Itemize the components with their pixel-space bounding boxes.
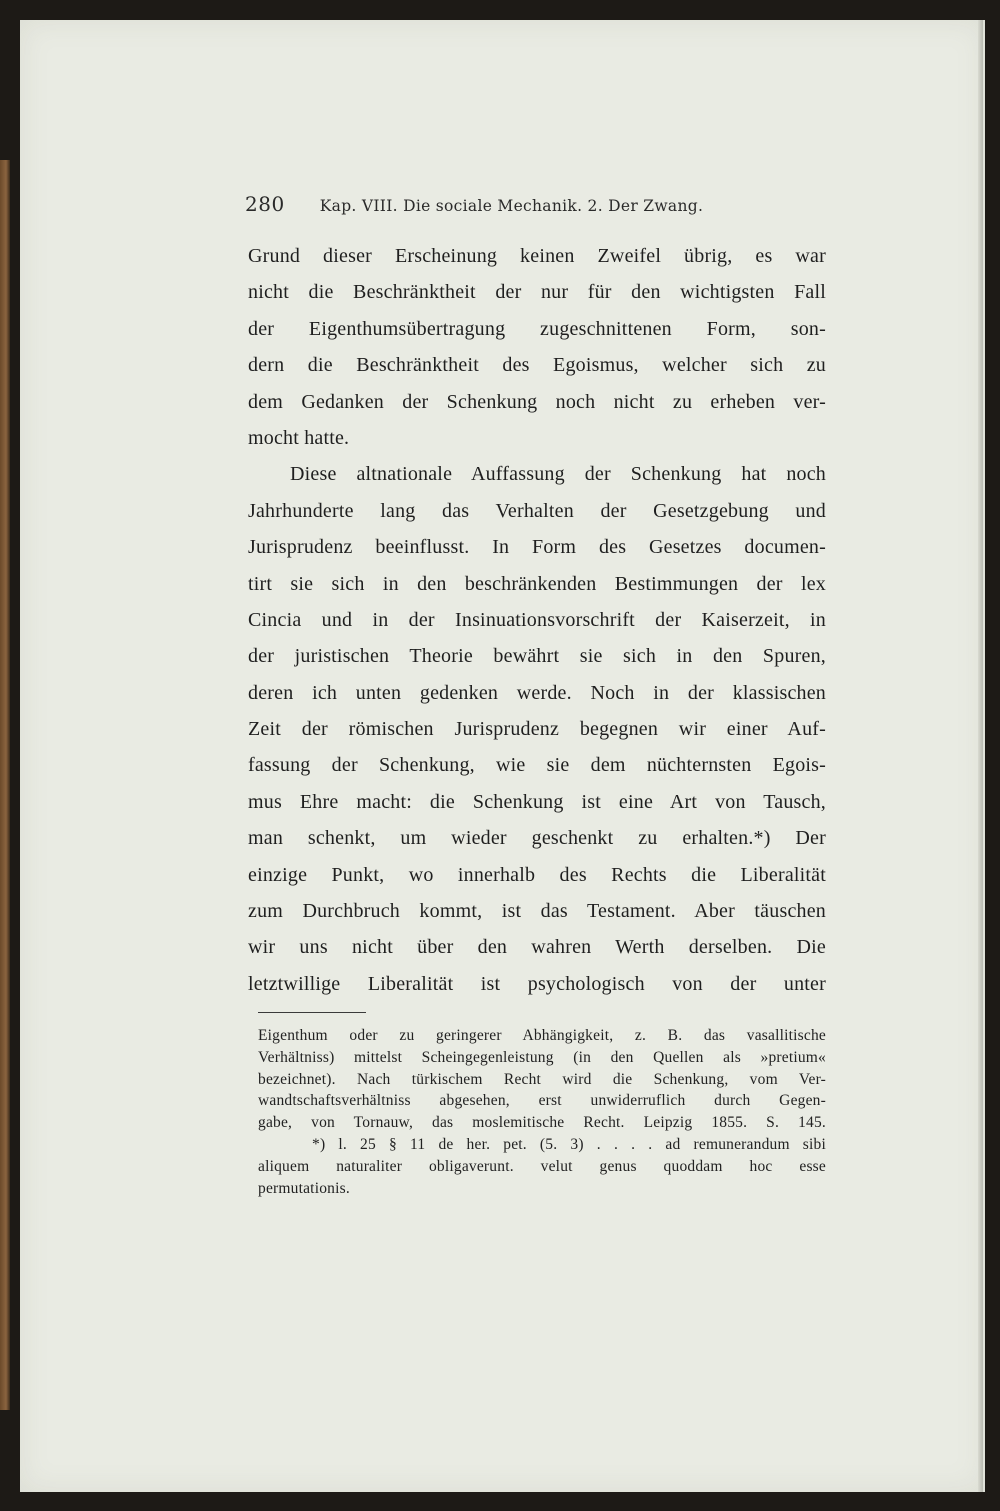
text-line: dern die Beschränktheit des Egoismus, welcher sich zu (248, 354, 826, 377)
text-line: wir uns nicht über den wahren Werth derselben. Die (248, 936, 826, 959)
text-line: der Eigenthumsübertragung zugeschnittenen Form, son- (248, 317, 826, 340)
text-line: Cincia und in der Insinuationsvorschrift der Kaiserzeit, in (248, 608, 826, 631)
text-line: Grund dieser Erscheinung keinen Zweifel übrig, es war (248, 245, 826, 267)
text-line: zum Durchbruch kommt, ist das Testament. Aber täuschen (248, 900, 826, 923)
text-line: Jahrhunderte lang das Verhalten der Gesetzgebung und (248, 499, 826, 522)
running-title: Kap. VIII. Die sociale Mechanik. 2. Der Zwang. (319, 197, 704, 215)
page-edge (978, 20, 983, 1492)
footnote-line: wandtschaftsverhältniss abgesehen, erst unwiderruflich durch Gegen- (258, 1092, 826, 1110)
book-spine-edge (0, 160, 10, 1410)
text-line: Zeit der römischen Jurisprudenz begegnen wir einer Auf- (248, 718, 826, 741)
text-line: man schenkt, um wieder geschenkt zu erhalten.*) Der (248, 827, 826, 850)
text-line: dem Gedanken der Schenkung noch nicht zu erheben ver- (248, 390, 826, 413)
text-line: mocht hatte. (248, 426, 350, 449)
text-line: deren ich unten gedenken werde. Noch in der klassischen (248, 681, 826, 704)
text-line: letztwillige Liberalität ist psychologisch von der unter (248, 972, 826, 995)
footnote-start-line: *) l. 25 § 11 de her. pet. (5. 3) . . . . ad remunerandum sibi (312, 1135, 826, 1153)
footnote-line: aliquem naturaliter obligaverunt. velut genus quoddam hoc esse (258, 1157, 826, 1175)
text-line: Jurisprudenz beeinflusst. In Form des Gesetzes documen- (248, 536, 826, 559)
footnote-separator (258, 1012, 366, 1013)
running-head (245, 192, 835, 216)
paragraph-start-line: Diese altnationale Auffassung der Schenkung hat noch (290, 463, 826, 486)
footnote-line: gabe, von Tornauw, das moslemitische Recht. Leipzig 1855. S. 145. (258, 1114, 826, 1132)
text-line: mus Ehre macht: die Schenkung ist eine Art von Tausch, (248, 790, 826, 813)
footnotes (258, 1025, 826, 1199)
footnote-line: bezeichnet). Nach türkischem Recht wird die Schenkung, vom Ver- (258, 1070, 826, 1088)
text-line: fassung der Schenkung, wie sie dem nüchternsten Egois- (248, 754, 826, 777)
text-line: tirt sie sich in den beschränkenden Bestimmungen der lex (248, 572, 826, 595)
page-number: 280 (245, 192, 285, 216)
text-line: nicht die Beschränktheit der nur für den wichtigsten Fall (248, 281, 826, 304)
footnote-line: permutationis. (258, 1179, 350, 1197)
footnote-line: Eigenthum oder zu geringerer Abhängigkeit, z. B. das vasallitische (258, 1027, 826, 1044)
body-text (248, 238, 826, 1002)
text-line: der juristischen Theorie bewährt sie sich in den Spuren, (248, 645, 826, 668)
text-line: einzige Punkt, wo innerhalb des Rechts die Liberalität (248, 863, 826, 886)
footnote-line: Verhältniss) mittelst Scheingegenleistung (in den Quellen als »pretium« (258, 1048, 826, 1066)
